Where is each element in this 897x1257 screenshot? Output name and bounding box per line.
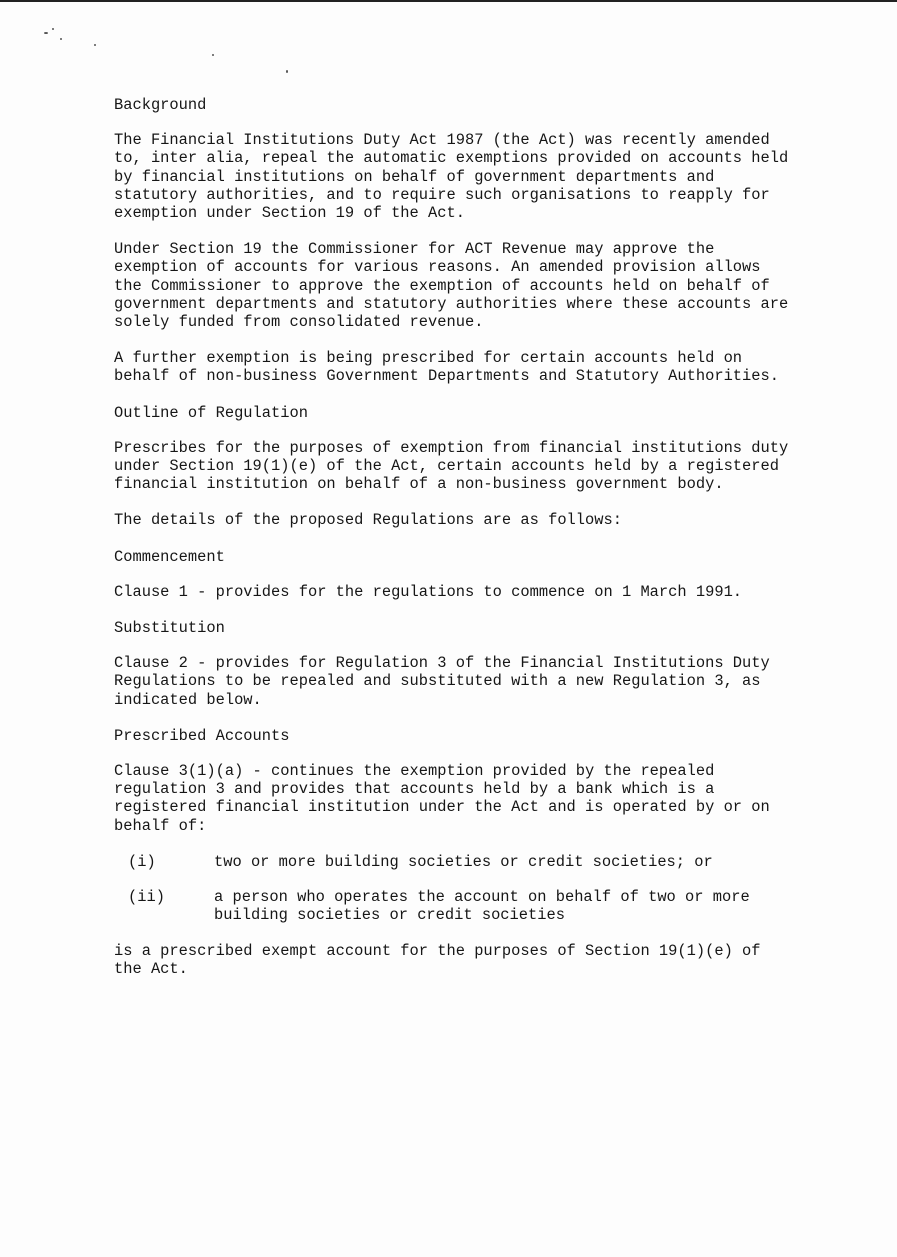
paragraph: Prescribes for the purposes of exemption from financial institutions duty under Section 19(1)(e) of the Act, certain accounts held by a registered financial institution on behalf of a non-business government body.: [114, 438, 789, 494]
scan-speck: [94, 44, 96, 46]
section-heading-prescribed-accounts: Prescribed Accounts: [114, 726, 290, 745]
paragraph: Clause 2 - provides for Regulation 3 of the Financial Institutions Duty Regulations to be repealed and substituted with a new Regulation 3, as indicated below.: [114, 654, 770, 709]
list-item: [114, 888, 794, 924]
list-item: [114, 853, 794, 871]
scan-speck: [286, 70, 288, 73]
document-body: [114, 96, 794, 996]
paragraph: Clause 1 - provides for the regulations to commence on 1 March 1991.: [114, 582, 743, 601]
scan-speck: [44, 32, 48, 34]
section-heading-substitution: Substitution: [114, 619, 225, 638]
scan-speck: [212, 54, 214, 56]
paragraph: Under Section 19 the Commissioner for ACT Revenue may approve the exemption of accounts for various reasons. An amended provision allows the Commissioner to approve the exemption of accounts held on behalf of government departments and statutory authorities where these accounts are solely funded from consolidated revenue.: [114, 240, 789, 332]
list-item-number: (ii): [128, 888, 165, 907]
list-item-text: a person who operates the account on behalf of two or more building societies or credit societies: [214, 888, 750, 925]
section-heading-outline: Outline of Regulation: [114, 403, 308, 422]
scan-speck: [52, 28, 54, 30]
list-item-text: two or more building societies or credit societies; or: [214, 852, 713, 871]
paragraph: The details of the proposed Regulations are as follows:: [114, 511, 622, 530]
paragraph: The Financial Institutions Duty Act 1987 (the Act) was recently amended to, inter alia, repeal the automatic exemptions provided on accounts held by financial institutions on behalf of government departments and statutory authorities, and to require such organisations to reapply for exemption under Section 19 of the Act.: [114, 131, 789, 223]
scan-speck: [60, 38, 62, 40]
paragraph: A further exemption is being prescribed for certain accounts held on behalf of non-business Government Departments and Statutory Authorities.: [114, 349, 779, 386]
closing-paragraph: is a prescribed exempt account for the purposes of Section 19(1)(e) of the Act.: [114, 941, 761, 978]
paragraph: Clause 3(1)(a) - continues the exemption provided by the repealed regulation 3 and provides that accounts held by a bank which is a registered financial institution under the Act and is operated by or on behalf of:: [114, 762, 770, 835]
section-heading-commencement: Commencement: [114, 547, 225, 566]
list-item-number: (i): [128, 852, 156, 871]
section-heading-background: Background: [114, 96, 207, 114]
